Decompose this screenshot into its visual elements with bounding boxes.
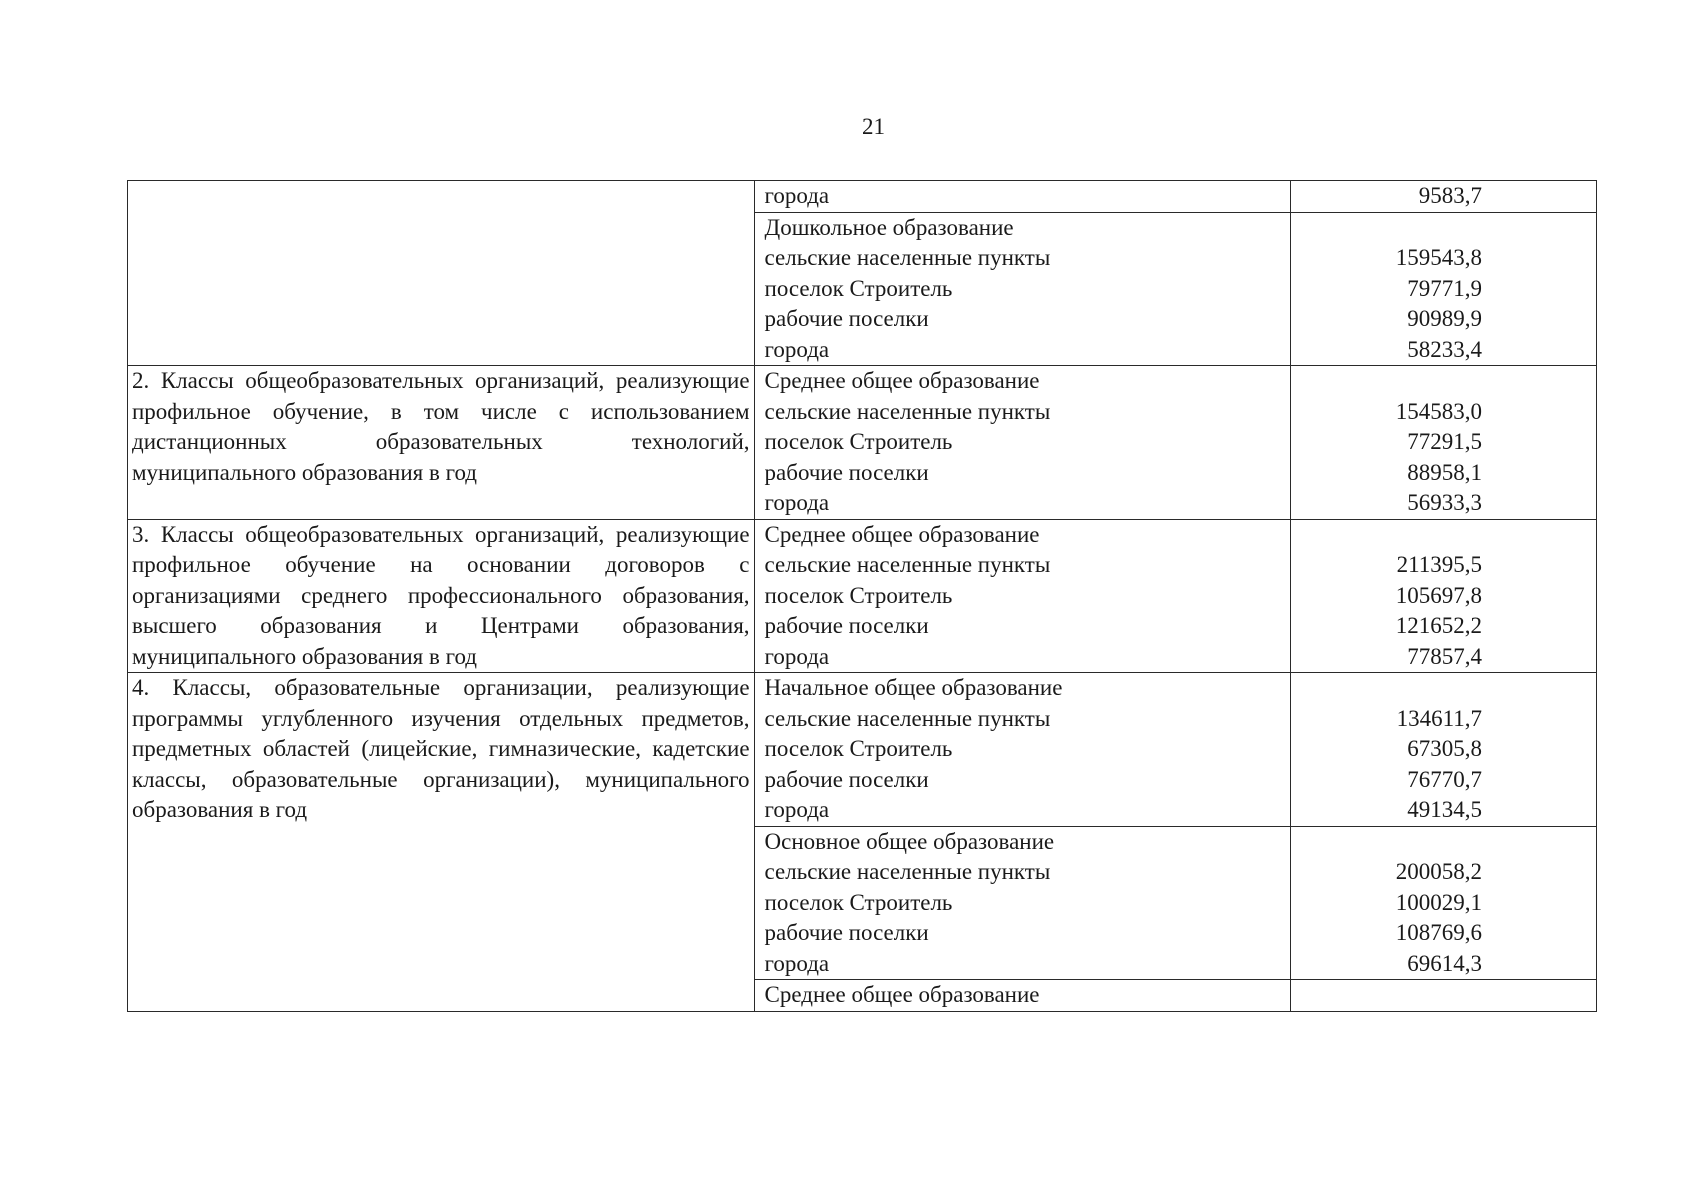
- cost-value: 76770,7: [1407, 766, 1482, 792]
- value-cell: [1291, 212, 1597, 366]
- settlement-type-label: поселок Строитель: [764, 275, 953, 301]
- row-description: 3. Классы общеобразовательных организаций, реализующие профильное обучение на основании договоров с организациями среднего профессионального образования, высшего образования и Центрами образования, муниципального образования в год: [128, 519, 755, 673]
- cost-value: 79771,9: [1407, 275, 1482, 301]
- cost-value: 90989,9: [1407, 306, 1482, 331]
- cost-value: 56933,3: [1407, 490, 1482, 515]
- settlement-type-label: поселок Строитель: [764, 429, 953, 454]
- settlement-type-label: рабочие поселки: [764, 613, 929, 638]
- cost-value: 134611,7: [1396, 705, 1482, 731]
- value-spacer: [1295, 366, 1592, 397]
- cost-value: 9583,7: [1418, 183, 1482, 208]
- category-cell: [754, 366, 1291, 520]
- settlement-type-label: рабочие поселки: [764, 766, 929, 792]
- cost-value: 105697,8: [1395, 582, 1482, 608]
- table-row: [128, 673, 1597, 827]
- value-cell: [1291, 519, 1597, 673]
- cost-value: 77857,4: [1407, 643, 1482, 669]
- table-body: [128, 181, 1597, 1012]
- cost-value: 77291,5: [1407, 429, 1482, 454]
- norms-table: [127, 180, 1597, 1012]
- settlement-type-label: сельские населенные пункты: [764, 245, 1051, 270]
- cost-value: 58233,4: [1407, 336, 1482, 362]
- row-description: [128, 181, 755, 366]
- settlement-type-label: рабочие поселки: [764, 459, 929, 485]
- settlement-type-label: города: [764, 490, 830, 515]
- settlement-type-label: сельские населенные пункты: [764, 859, 1051, 884]
- category-cell: [754, 519, 1291, 673]
- cost-value: 211395,5: [1396, 552, 1482, 577]
- settlement-type-label: поселок Строитель: [764, 889, 953, 915]
- row-description: 4. Классы, образовательные организации, реализующие программы углубленного изучения отдельных предметов, предметных областей (лицейские, гимназические, кадетские классы, образовательные организации), муниципального образования в год: [128, 673, 755, 1012]
- table-row: [128, 519, 1597, 673]
- category-cell: [754, 212, 1291, 366]
- settlement-type-label: сельские населенные пункты: [764, 705, 1051, 731]
- education-level-heading: Среднее общее образование: [764, 982, 1040, 1007]
- value-cell: [1291, 826, 1597, 980]
- row-description: 2. Классы общеобразовательных организаций, реализующие профильное обучение, в том числе с использованием дистанционных образовательных технологий, муниципального образования в год: [128, 366, 755, 520]
- value-cell: [1291, 181, 1597, 213]
- settlement-type-label: сельские населенные пункты: [764, 552, 1051, 577]
- education-level-heading: Среднее общее образование: [764, 368, 1040, 393]
- cost-value: 200058,2: [1395, 859, 1482, 884]
- value-cell: [1291, 366, 1597, 520]
- settlement-type-label: города: [764, 183, 830, 208]
- cost-value: 159543,8: [1395, 245, 1482, 270]
- education-level-heading: Дошкольное образование: [764, 214, 1014, 240]
- education-level-heading: Основное общее образование: [764, 828, 1055, 854]
- value-spacer: [1295, 520, 1592, 551]
- settlement-type-label: города: [764, 950, 830, 976]
- page-number: 21: [862, 114, 885, 139]
- cost-value: 100029,1: [1395, 889, 1482, 915]
- settlement-type-label: рабочие поселки: [764, 920, 929, 945]
- settlement-type-label: города: [764, 797, 830, 822]
- category-cell: [754, 181, 1291, 213]
- settlement-type-label: города: [764, 336, 830, 362]
- category-cell: [754, 826, 1291, 980]
- value-spacer: [1295, 827, 1592, 858]
- value-spacer: [1295, 213, 1592, 244]
- cost-value: 108769,6: [1395, 920, 1482, 945]
- table-row: [128, 366, 1597, 520]
- cost-value: 154583,0: [1395, 398, 1482, 424]
- settlement-type-label: города: [764, 643, 830, 669]
- education-level-heading: Начальное общее образование: [764, 675, 1063, 700]
- cost-value: 69614,3: [1407, 950, 1482, 976]
- settlement-type-label: поселок Строитель: [764, 582, 953, 608]
- cost-value: 67305,8: [1407, 736, 1482, 761]
- value-cell: [1291, 980, 1597, 1012]
- settlement-type-label: сельские населенные пункты: [764, 398, 1051, 424]
- category-cell: [754, 673, 1291, 827]
- settlement-type-label: поселок Строитель: [764, 736, 953, 761]
- education-level-heading: Среднее общее образование: [764, 521, 1040, 547]
- value-cell: [1291, 673, 1597, 827]
- settlement-type-label: рабочие поселки: [764, 306, 929, 331]
- cost-value: 49134,5: [1407, 797, 1482, 822]
- cost-value: 121652,2: [1395, 613, 1482, 638]
- category-cell: [754, 980, 1291, 1012]
- cost-value: 88958,1: [1407, 459, 1482, 485]
- value-spacer: [1295, 673, 1592, 704]
- value-spacer: [1295, 980, 1592, 1011]
- table-row: [128, 181, 1597, 213]
